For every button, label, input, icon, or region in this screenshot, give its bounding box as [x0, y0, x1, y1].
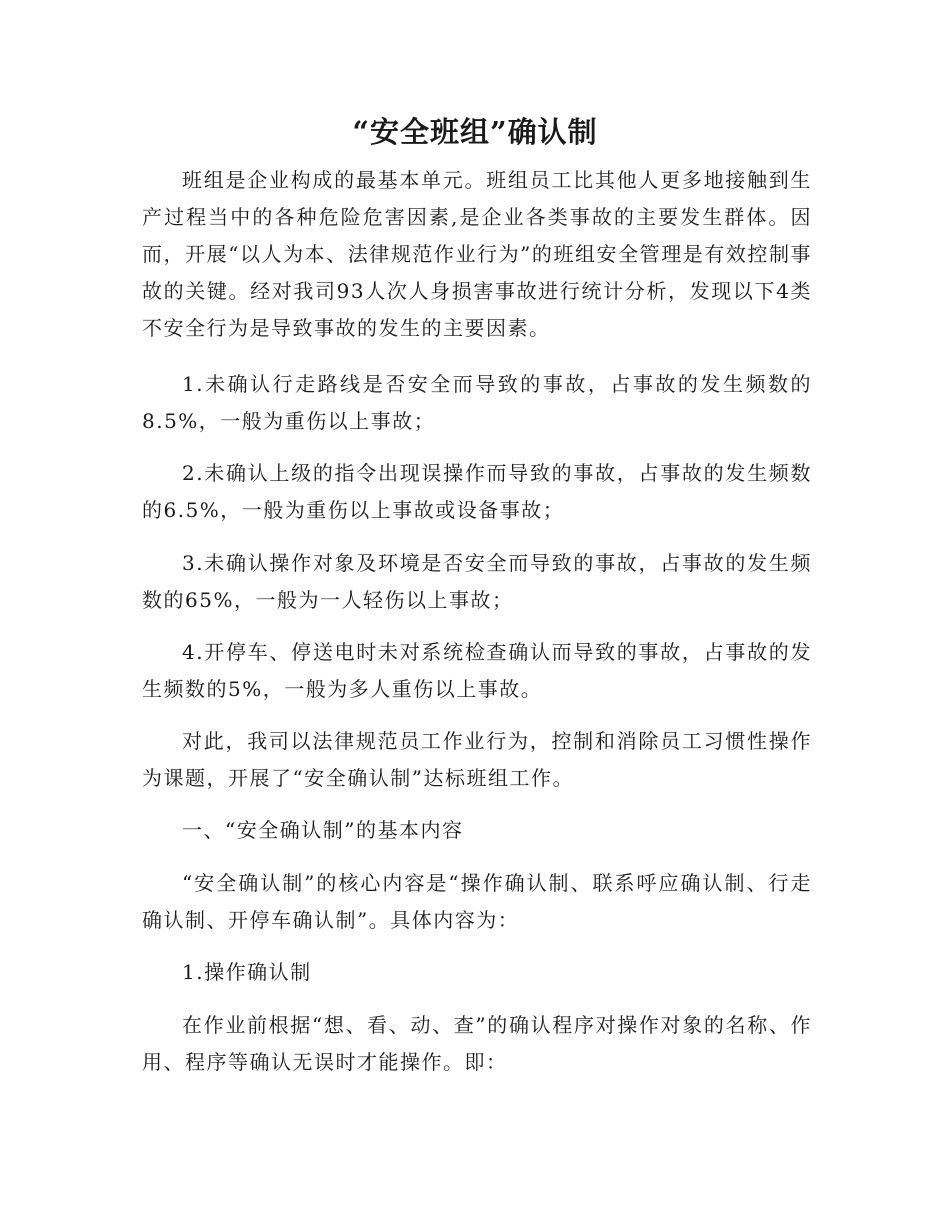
section-heading-1: 一、“安全确认制”的基本内容 [182, 818, 464, 842]
paragraph-item-2: 2.未确认上级的指令出现误操作而导致的事故，占事故的发生频数的6.5%，一般为重伤以上事故或设备事故； [142, 461, 812, 522]
core-content-paragraph: “安全确认制”的核心内容是“操作确认制、联系呼应确认制、行走确认制、开停车确认制”。具体内容为： [142, 871, 812, 932]
intro-paragraph: 班组是企业构成的最基本单元。班组员工比其他人更多地接触到生产过程当中的各种危险危害因素,是企业各类事故的主要发生群体。因而，开展“以人为本、法律规范作业行为”的班组安全管理是有效控制事故的关键。经对我司93人次人身损害事故进行统计分析，发现以下4类不安全行为是导致事故的发生的主要因素。 [142, 168, 812, 340]
operation-confirmation-paragraph: 在作业前根据“想、看、动、查”的确认程序对操作对象的名称、作用、程序等确认无误时才能操作。即： [142, 1013, 812, 1074]
paragraph-item-3: 3.未确认操作对象及环境是否安全而导致的事故，占事故的发生频数的65%，一般为一人轻伤以上事故； [142, 551, 812, 612]
paragraph-item-4: 4.开停车、停送电时未对系统检查确认而导致的事故，占事故的发生频数的5%，一般为多人重伤以上事故。 [142, 640, 812, 701]
paragraph-item-1: 1.未确认行走路线是否安全而导致的事故，占事故的发生频数的8.5%，一般为重伤以上事故； [142, 372, 812, 433]
summary-paragraph: 对此，我司以法律规范员工作业行为，控制和消除员工习惯性操作为课题，开展了“安全确认制”达标班组工作。 [142, 729, 812, 790]
subsection-heading-1: 1.操作确认制 [182, 960, 312, 984]
document-title: “安全班组”确认制 [352, 115, 598, 149]
